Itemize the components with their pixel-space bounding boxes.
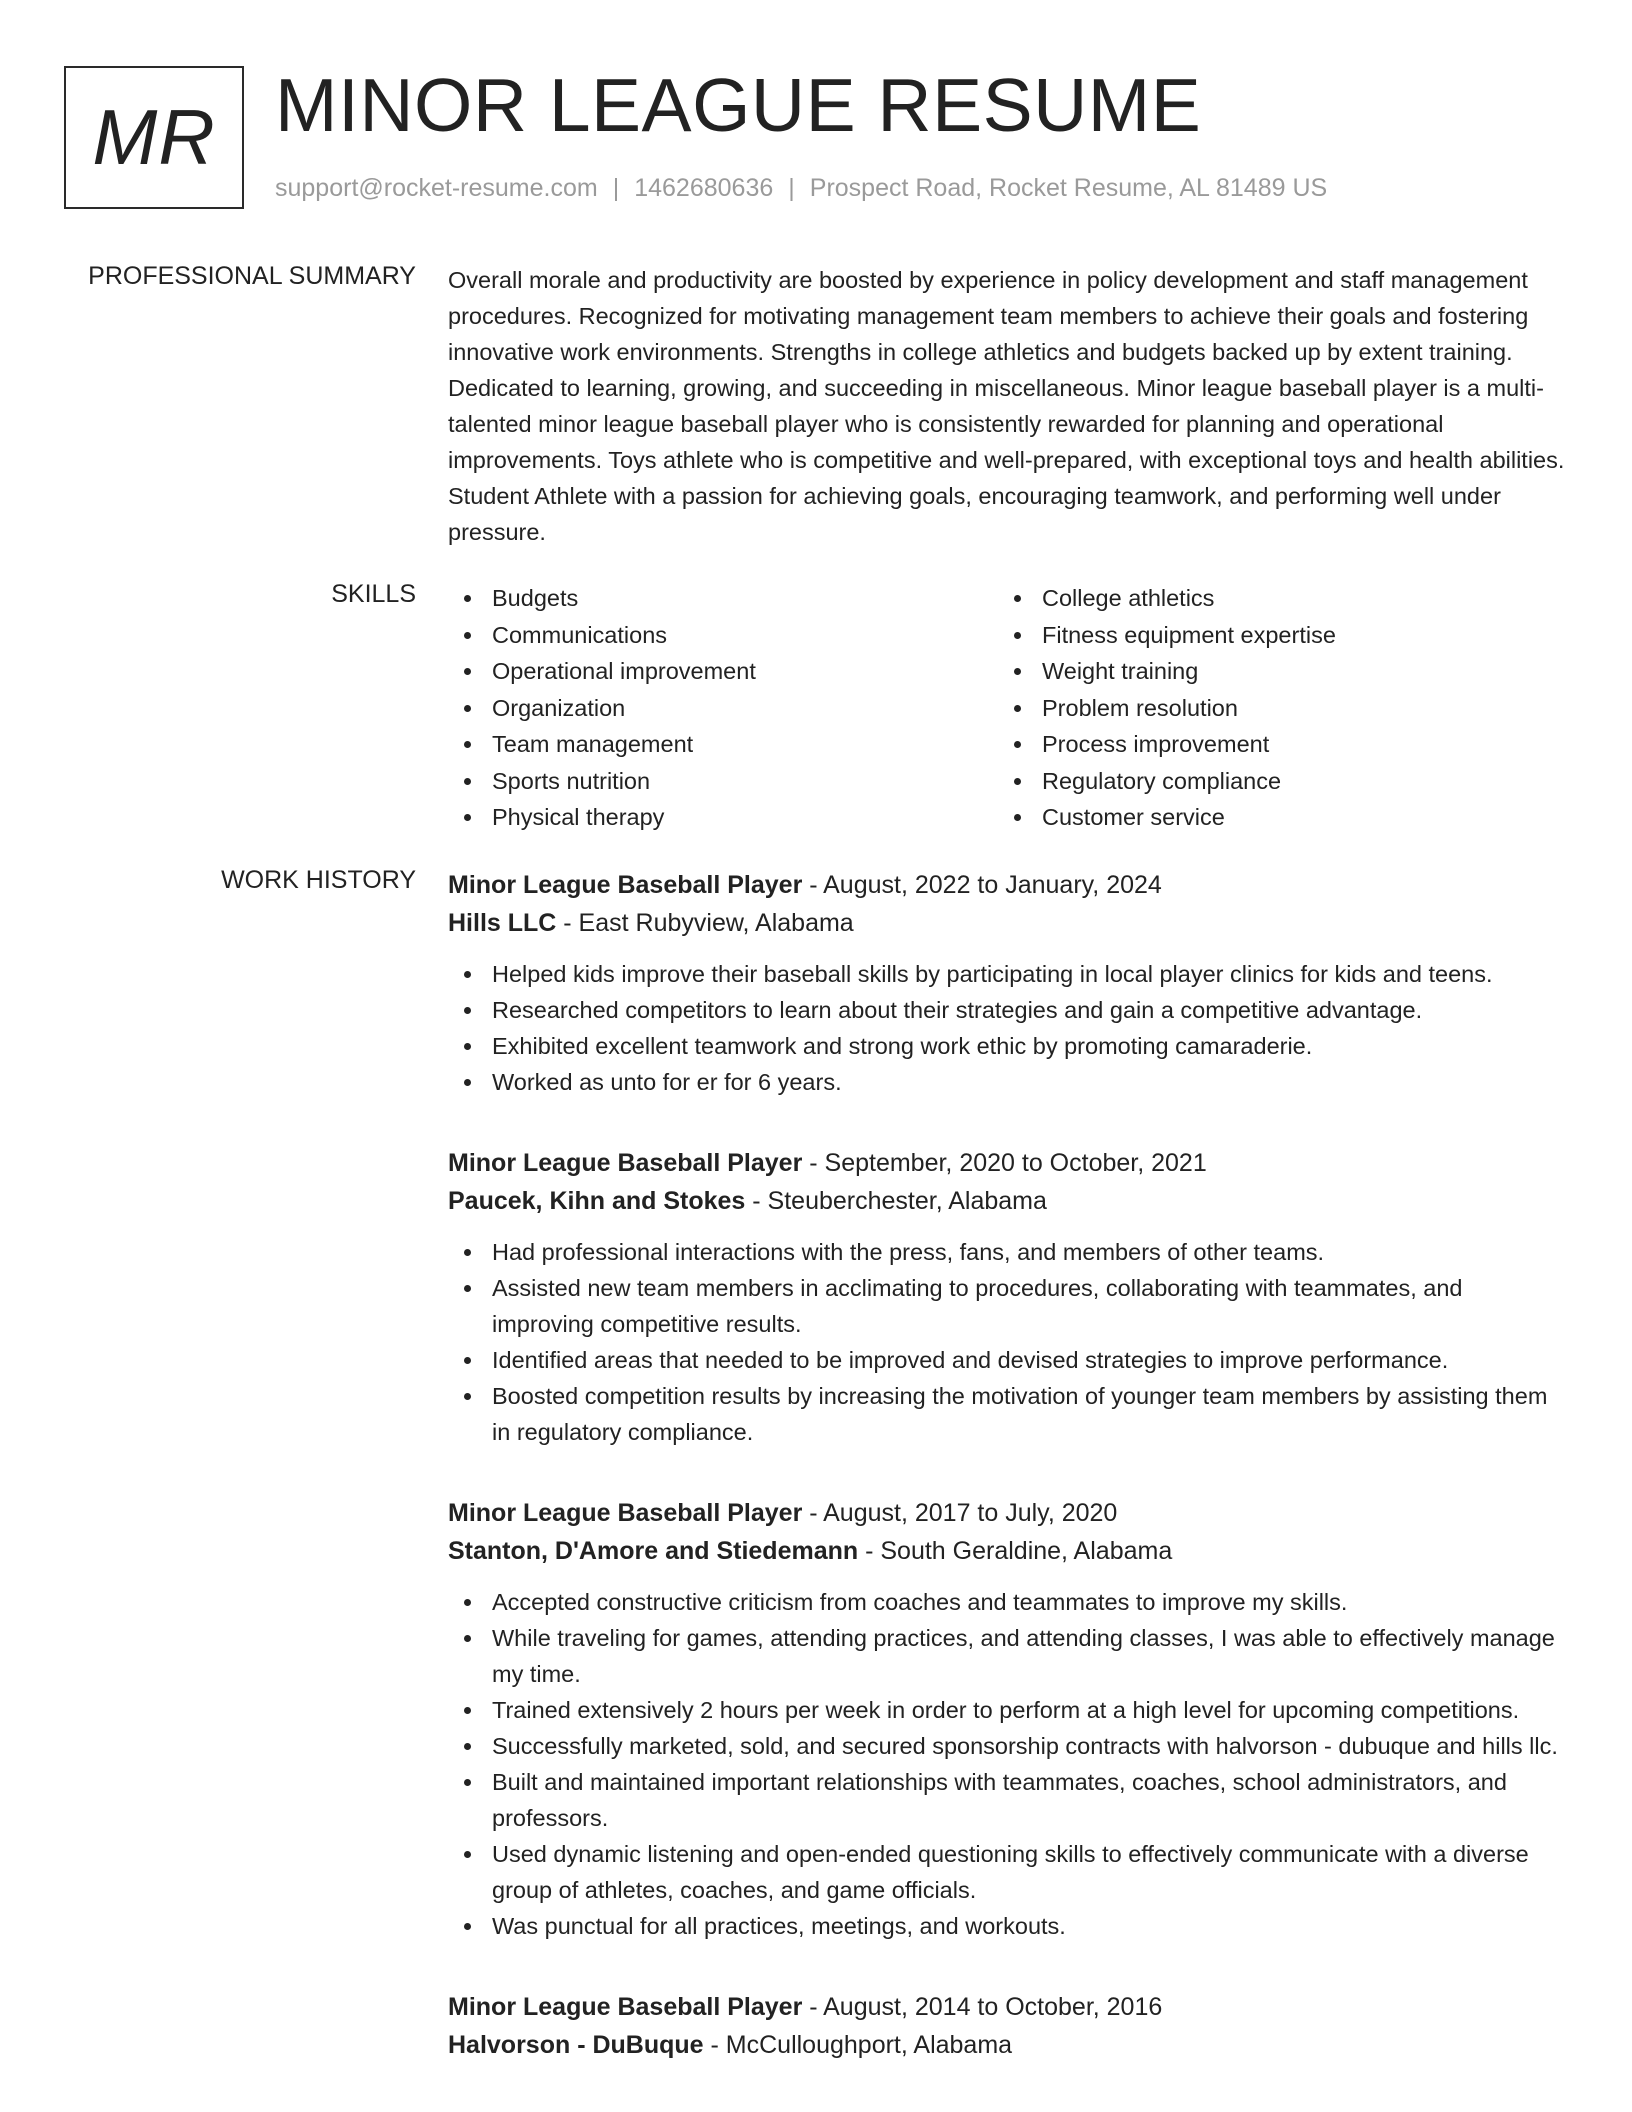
skill-item: Customer service [998,799,1548,835]
job-title-line [448,866,1568,904]
skills-body [448,580,1568,836]
skill-item: Process improvement [998,726,1548,762]
skill-item: College athletics [998,580,1548,616]
skill-item: Organization [448,690,998,726]
job-title-line [448,1494,1568,1532]
job-title: Minor League Baseball Player [448,1149,803,1177]
job-dates: - August, 2022 to January, 2024 [802,871,1162,899]
job-entry [448,1988,1568,2064]
job-company-line [448,2026,1568,2064]
resume-name: MINOR LEAGUE RESUME [275,63,1202,147]
job-bullet: Successfully marketed, sold, and secured sponsorship contracts with halvorson - dubuque and hills llc. [448,1728,1568,1764]
skill-item: Weight training [998,653,1548,689]
job-title: Minor League Baseball Player [448,1993,803,2021]
job-bullet: Was punctual for all practices, meetings, and workouts. [448,1908,1568,1944]
skills-label: SKILLS [331,580,416,608]
job-bullet: Researched competitors to learn about their strategies and gain a competitive advantage. [448,992,1568,1028]
job-bullet-list [448,1584,1568,1944]
skill-item: Physical therapy [448,799,998,835]
job-entry [448,866,1568,1100]
job-title-line [448,1988,1568,2026]
skill-item: Sports nutrition [448,763,998,799]
job-bullet: While traveling for games, attending practices, and attending classes, I was able to effectively manage my time. [448,1620,1568,1692]
skill-item: Regulatory compliance [998,763,1548,799]
job-bullet-list [448,956,1568,1100]
job-company: Stanton, D'Amore and Stiedemann [448,1537,859,1565]
monogram-text: MR [92,93,216,181]
contact-address: Prospect Road, Rocket Resume, AL 81489 US [809,174,1328,202]
job-entry [448,1494,1568,1944]
skill-item: Fitness equipment expertise [998,617,1548,653]
contact-phone: 1462680636 [634,174,774,202]
skill-item: Operational improvement [448,653,998,689]
contact-email: support@rocket-resume.com [275,174,598,202]
skills-list-left [448,580,998,836]
job-bullet: Built and maintained important relationships with teammates, coaches, school administrators, and professors. [448,1764,1568,1836]
skill-item: Team management [448,726,998,762]
skills-list-right [998,580,1548,836]
work-history-label: WORK HISTORY [221,866,416,894]
summary-label: PROFESSIONAL SUMMARY [88,262,416,290]
contact-line [275,174,1327,203]
job-company: Hills LLC [448,909,557,937]
job-location: - Steuberchester, Alabama [745,1187,1047,1215]
job-location: - East Rubyview, Alabama [556,909,854,937]
job-dates: - August, 2014 to October, 2016 [802,1993,1163,2021]
job-title-line [448,1144,1568,1182]
job-bullet: Assisted new team members in acclimating to procedures, collaborating with teammates, and improving competitive results. [448,1270,1568,1342]
job-title: Minor League Baseball Player [448,871,803,899]
job-title: Minor League Baseball Player [448,1499,803,1527]
job-company: Halvorson - DuBuque [448,2031,704,2059]
job-company: Paucek, Kihn and Stokes [448,1187,746,1215]
job-company-line [448,1182,1568,1220]
job-bullet: Worked as unto for er for 6 years. [448,1064,1568,1100]
job-entry [448,1144,1568,1450]
job-bullet: Boosted competition results by increasing the motivation of younger team members by assisting them in regulatory compliance. [448,1378,1568,1450]
contact-separator: | [788,174,795,202]
job-company-line [448,904,1568,942]
job-location: - South Geraldine, Alabama [858,1537,1173,1565]
summary-body [448,262,1568,550]
job-bullet: Exhibited excellent teamwork and strong work ethic by promoting camaraderie. [448,1028,1568,1064]
skill-item: Budgets [448,580,998,616]
job-dates: - September, 2020 to October, 2021 [802,1149,1207,1177]
skill-item: Problem resolution [998,690,1548,726]
contact-separator: | [612,174,620,202]
resume-header [64,63,1564,216]
job-bullet: Used dynamic listening and open-ended questioning skills to effectively communicate with a diverse group of athletes, coaches, and game officials. [448,1836,1568,1908]
job-company-line [448,1532,1568,1570]
job-bullet: Accepted constructive criticism from coaches and teammates to improve my skills. [448,1584,1568,1620]
job-bullet: Identified areas that needed to be improved and devised strategies to improve performance. [448,1342,1568,1378]
monogram-box [64,66,244,209]
job-bullet: Had professional interactions with the press, fans, and members of other teams. [448,1234,1568,1270]
job-bullet-list [448,1234,1568,1450]
job-dates: - August, 2017 to July, 2020 [802,1499,1118,1527]
job-bullet: Trained extensively 2 hours per week in order to perform at a high level for upcoming competitions. [448,1692,1568,1728]
job-location: - McCulloughport, Alabama [703,2031,1013,2059]
skill-item: Communications [448,617,998,653]
job-bullet: Helped kids improve their baseball skills by participating in local player clinics for kids and teens. [448,956,1568,992]
summary-text: Overall morale and productivity are boosted by experience in policy development and staff management procedures. Recognized for motivating management team members to achieve their goals and fostering innovative work environments. Strengths in college athletics and budgets backed up by extent training. Dedicated to learning, growing, and succeeding in miscellaneous. Minor league baseball player is a multi-talented minor league baseball player who is consistently rewarded for planning and operational improvements. Toys athlete who is competitive and well-prepared, with exceptional toys and health abilities. Student Athlete with a passion for achieving goals, encouraging teamwork, and performing well under pressure. [448,267,1565,545]
work-history-body [448,866,1568,2064]
